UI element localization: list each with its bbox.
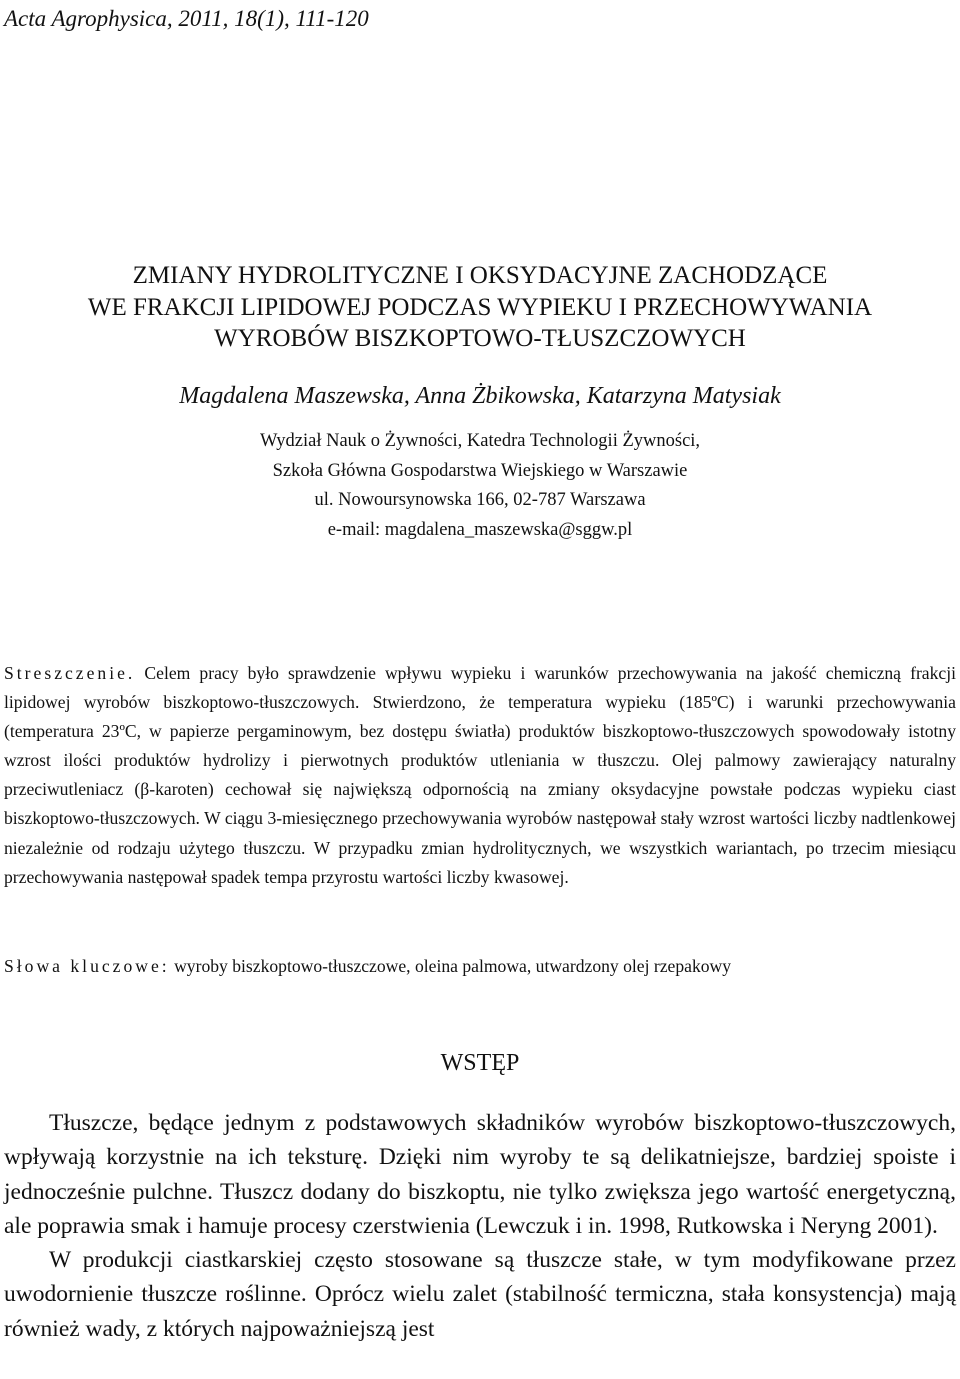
keywords <box>4 952 956 981</box>
title-line: ZMIANY HYDROLITYCZNE I OKSYDACYJNE ZACHODZĄCE <box>132 262 828 289</box>
keywords-label: Słowa kluczowe: <box>4 956 170 976</box>
keywords-text: wyroby biszkoptowo-tłuszczowe, oleina palmowa, utwardzony olej rzepakowy <box>174 956 732 976</box>
affiliation-email: e-mail: magdalena_maszewska@sggw.pl <box>327 519 633 540</box>
abstract-label: Streszczenie. <box>4 663 136 683</box>
abstract <box>4 659 956 892</box>
article-title <box>0 260 960 355</box>
affiliation-line: Szkoła Główna Gospodarstwa Wiejskiego w Warszawie <box>272 460 688 481</box>
section-body <box>4 1106 956 1346</box>
affiliation-line: Wydział Nauk o Żywności, Katedra Technologii Żywności, <box>259 431 701 451</box>
journal-citation: Acta Agrophysica, 2011, 18(1), 111-120 <box>4 6 369 31</box>
title-line: WYROBÓW BISZKOPTOWO-TŁUSZCZOWYCH <box>214 325 746 352</box>
section-heading: WSTĘP <box>440 1050 520 1076</box>
body-paragraph: W produkcji ciastkarskiej często stosowane są tłuszcze stałe, w tym modyfikowane przez uwodornienie tłuszcze roślinne. Oprócz wielu zalet (stabilność termiczna, stała konsystencja) mają również wady, z których najpoważniejszą jest <box>4 1247 956 1342</box>
author-list: Magdalena Maszewska, Anna Żbikowska, Katarzyna Matysiak <box>179 383 781 409</box>
abstract-text: Celem pracy było sprawdzenie wpływu wypieku i warunków przechowywania na jakość chemiczną frakcji lipidowej wyrobów biszkoptowo-tłuszczowych. Stwierdzono, że temperatura wypieku (185ºC) i warunki przechowywania (temperatura 23ºC, w papierze pergaminowym, bez dostępu światła) produktów biszkoptowo-tłuszczowych spowodowały istotny wzrost ilości produktów hydrolizy i pierwotnych produktów utleniania w tłuszczu. Olej palmowy zawierający naturalny przeciwutleniacz (β-karoten) cechował się największą odpornością na zmiany oksydacyjne powstałe podczas wypieku ciast biszkoptowo-tłuszczowych. W ciągu 3-miesięcznego przechowywania wyrobów następował stały wzrost wartości liczby nadtlenkowej niezależnie od rodzaju użytego tłuszczu. W przypadku zmian hydrolitycznych, we wszystkich wariantach, po trzecim miesiącu przechowywania następował spadek tempa przyrostu wartości liczby kwasowej. <box>4 663 956 887</box>
affiliation-line: ul. Nowoursynowska 166, 02-787 Warszawa <box>314 490 646 510</box>
affiliation-block <box>0 427 960 545</box>
body-paragraph: Tłuszcze, będące jednym z podstawowych składników wyrobów biszkoptowo-tłuszczowych, wpływają korzystnie na ich teksturę. Dzięki nim wyroby te są delikatniejsze, bardziej spoiste i jednocześnie pulchne. Tłuszcz dodany do biszkoptu, nie tylko zwiększa jego wartość energetyczną, ale poprawia smak i hamuje procesy czerstwienia (Lewczuk i in. 1998, Rutkowska i Neryng 2001). <box>4 1110 956 1239</box>
title-line: WE FRAKCJI LIPIDOWEJ PODCZAS WYPIEKU I PRZECHOWYWANIA <box>87 293 873 321</box>
